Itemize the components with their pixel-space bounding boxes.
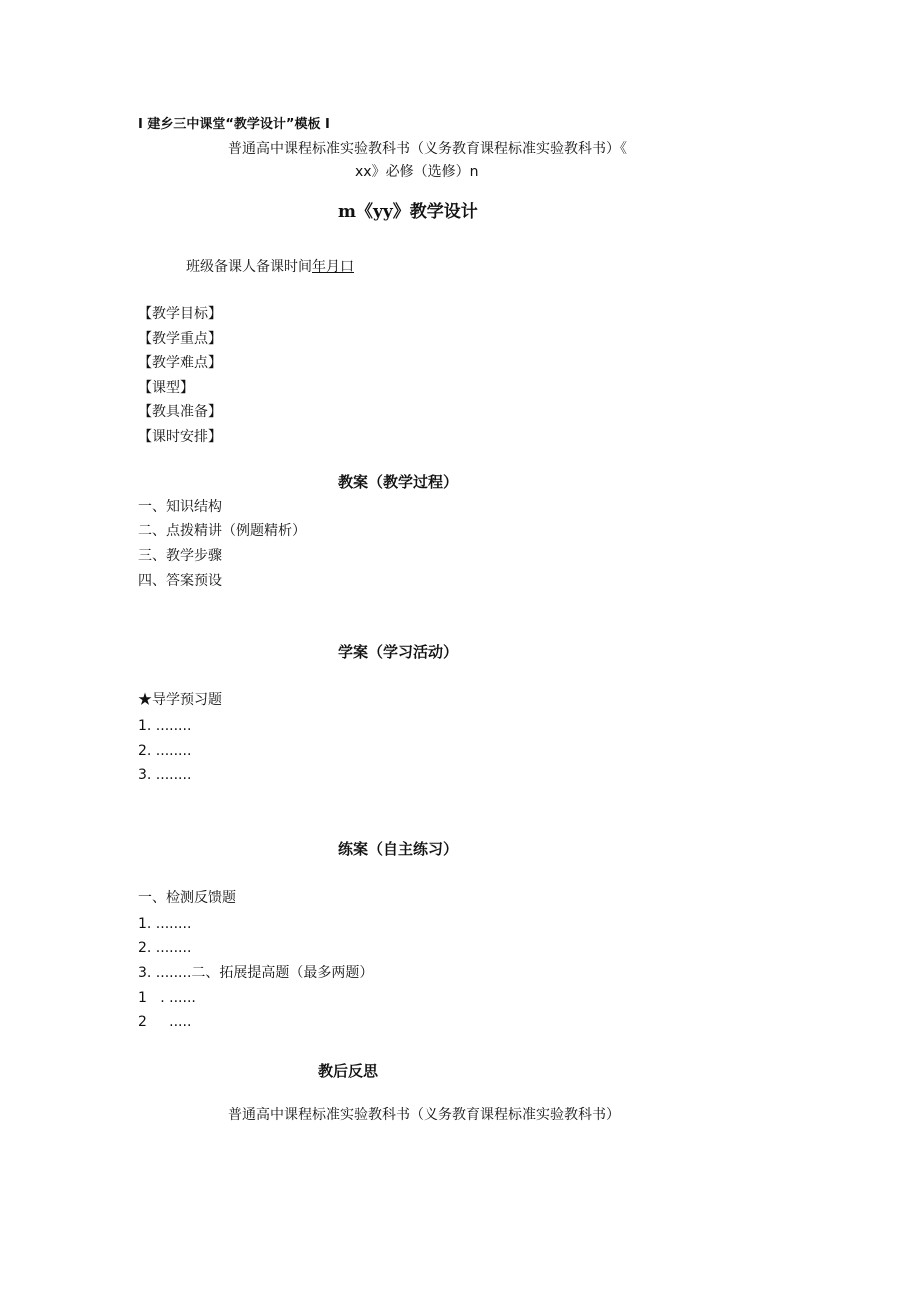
meta-labels: 班级备课人备课时间 xyxy=(186,259,312,275)
practice-heading: 练案（自主练习） xyxy=(338,840,459,858)
textbook-line-1: 普通高中课程标准实验教科书（义务教育课程标准实验教科书）《 xyxy=(228,141,627,157)
section-lesson-type: 【课型】 xyxy=(138,380,194,396)
study-subheading: ★导学预习题 xyxy=(138,692,222,708)
plan-item: 四、答案预设 xyxy=(138,573,222,589)
section-teaching-aids: 【教具准备】 xyxy=(138,404,222,420)
practice-item: 3. ........二、拓展提高题（最多两题） xyxy=(138,965,374,981)
study-heading: 学案（学习活动） xyxy=(338,643,459,661)
practice-item: 2. ........ xyxy=(138,940,192,956)
plan-item: 二、点拨精讲（例题精析） xyxy=(138,523,306,539)
plan-item: 三、教学步骤 xyxy=(138,548,222,564)
practice-item: 2 ..... xyxy=(138,1014,192,1030)
plan-item: 一、知识结构 xyxy=(138,499,222,515)
section-objectives: 【教学目标】 xyxy=(138,306,222,322)
section-difficulties: 【教学难点】 xyxy=(138,355,222,371)
study-item: 2. ........ xyxy=(138,743,192,759)
study-item: 3. ........ xyxy=(138,767,192,783)
section-key-points: 【教学重点】 xyxy=(138,331,222,347)
date-blank: 年月口 xyxy=(312,259,354,275)
practice-subheading: 一、检测反馈题 xyxy=(138,890,236,906)
reflection-heading: 教后反思 xyxy=(318,1062,379,1080)
footer-textbook-line: 普通高中课程标准实验教科书（义务教育课程标准实验教科书） xyxy=(228,1107,620,1123)
meta-line xyxy=(186,258,354,276)
template-title: I 建乡三中课堂“教学设计”模板 I xyxy=(138,117,330,132)
practice-item: 1 . ...... xyxy=(138,990,196,1006)
practice-item: 1. ........ xyxy=(138,916,192,932)
section-schedule: 【课时安排】 xyxy=(138,429,222,445)
textbook-line-2: xx》必修（选修）n xyxy=(355,164,479,180)
study-item: 1. ........ xyxy=(138,718,192,734)
plan-heading: 教案（教学过程） xyxy=(338,473,459,491)
lesson-title: m《yy》教学设计 xyxy=(338,202,478,222)
